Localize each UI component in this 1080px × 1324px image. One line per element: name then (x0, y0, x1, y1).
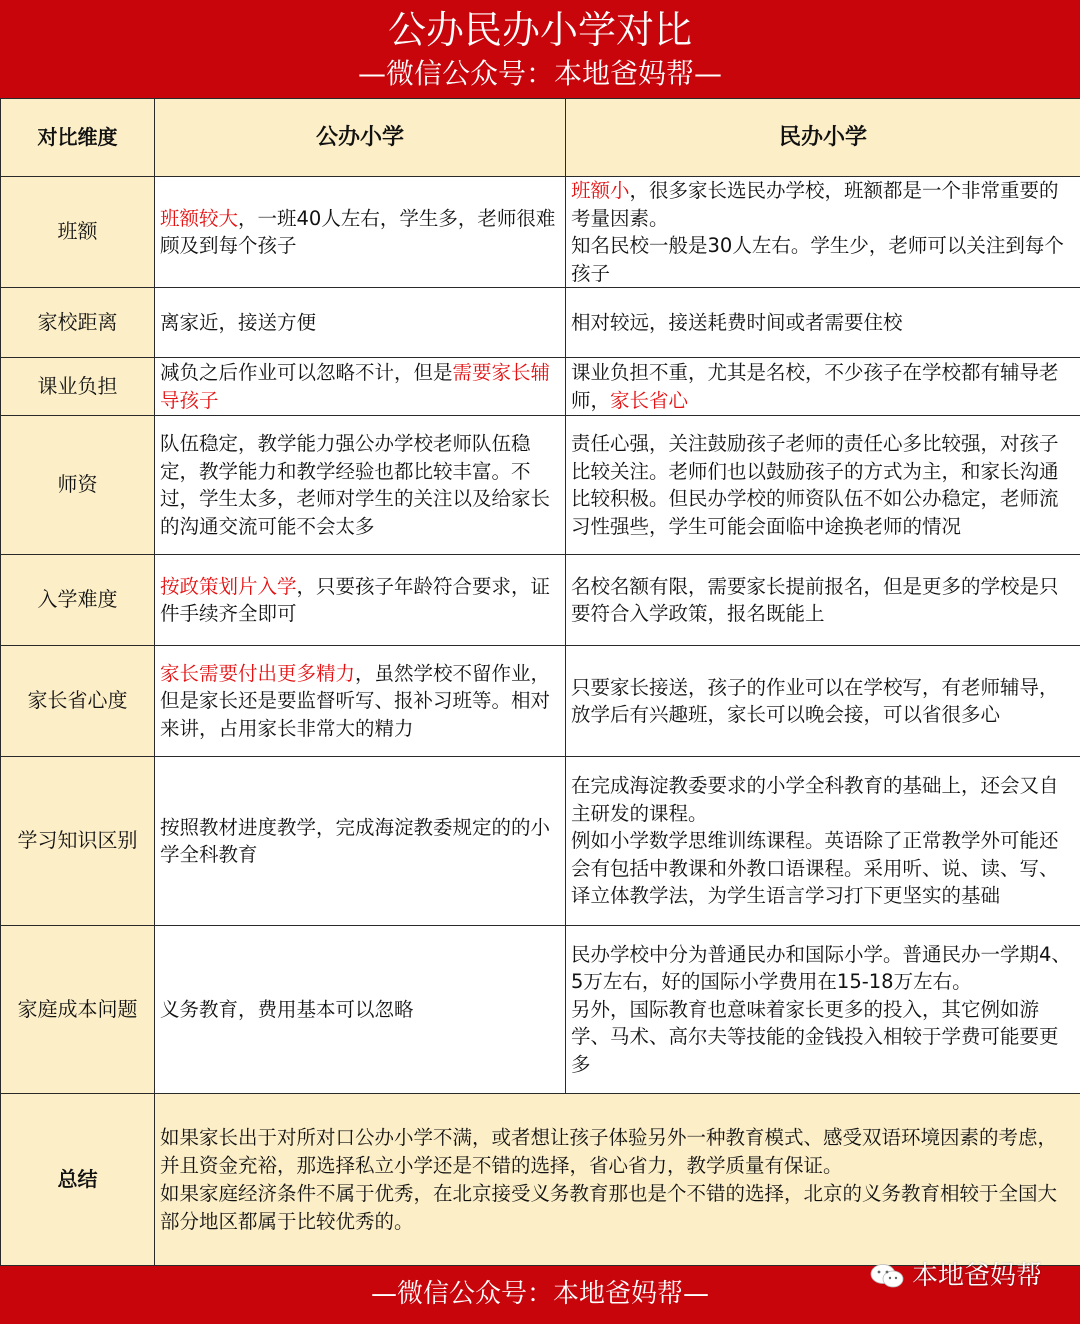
wechat-watermark (870, 1259, 1042, 1293)
footer-text: —微信公众号：本地爸妈帮— (370, 1279, 709, 1309)
page-title: 公办民办小学对比 (387, 8, 692, 52)
wechat-icon (870, 1263, 904, 1289)
summary-cell (155, 1094, 1080, 1266)
cell-text: 课业负担不重，尤其是名校，不少孩子在学校都有辅导老师， (571, 361, 1059, 412)
page-subtitle: —微信公众号：本地爸妈帮— (357, 57, 722, 90)
row-dimension: 课业负担 (1, 358, 155, 416)
summary-label: 总结 (1, 1094, 155, 1266)
row-dimension: 学习知识区别 (1, 757, 155, 926)
private-cell (566, 757, 1080, 926)
table-header-row (1, 99, 1080, 177)
table-row (1, 926, 1080, 1094)
cell-paragraph: 例如小学数学思维训练课程。英语除了正常教学外可能还会有包括中教课和外教口语课程。采用听、说、读、写、译立体教学法，为学生语言学习打下更坚实的基础 (571, 829, 1059, 908)
public-cell (155, 177, 566, 288)
table-row (1, 288, 1080, 358)
table-row (1, 358, 1080, 416)
table-row (1, 555, 1080, 646)
private-cell: 只要家长接送，孩子的作业可以在学校写，有老师辅导，放学后有兴趣班，家长可以晚会接，可以省很多心 (566, 646, 1080, 757)
row-dimension: 班额 (1, 177, 155, 288)
table-row (1, 177, 1080, 288)
page-header (0, 0, 1080, 98)
comparison-table (0, 98, 1080, 1266)
public-cell: 队伍稳定，教学能力强公办学校老师队伍稳定，教学能力和教学经验也都比较丰富。不过，学生太多，老师对学生的关注以及给家长的沟通交流可能不会太多 (155, 416, 566, 555)
highlight-text: 班额小 (571, 179, 630, 202)
cell-text: ，一班40人左右，学生多，老师很难顾及到每个孩子 (160, 206, 556, 257)
cell-text: 减负之后作业可以忽略不计，但是 (160, 361, 453, 384)
cell-text: ，虽然学校不留作业，但是家长还是要监督听写、报补习班等。相对来讲，占用家长非常大的精力 (160, 661, 551, 740)
row-dimension: 家庭成本问题 (1, 926, 155, 1094)
summary-paragraph: 如果家庭经济条件不属于优秀，在北京接受义务教育那也是个不错的选择，北京的义务教育相较于全国大部分地区都属于比较优秀的。 (160, 1181, 1058, 1233)
cell-paragraph (571, 177, 1076, 232)
table-row (1, 757, 1080, 926)
header-dimension: 对比维度 (1, 99, 155, 177)
public-cell: 按照教材进度教学，完成海淀教委规定的的小学全科教育 (155, 757, 566, 926)
summary-paragraph: 如果家长出于对所对口公办小学不满，或者想让孩子体验另外一种教育模式、感受双语环境因素的考虑，并且资金充裕，那选择私立小学还是不错的选择，省心省力，教学质量有保证。 (160, 1125, 1058, 1177)
cell-text: ，很多家长选民办学校，班额都是一个非常重要的考量因素。 (571, 179, 1059, 230)
private-cell (566, 926, 1080, 1094)
header-public: 公办小学 (155, 99, 566, 177)
table-row (1, 646, 1080, 757)
private-cell (566, 358, 1080, 416)
highlight-text: 按政策划片入学 (160, 574, 297, 598)
private-cell (566, 177, 1080, 288)
cell-paragraph: 另外，国际教育也意味着家长更多的投入，其它例如游学、马术、高尔夫等技能的金钱投入相较于学费可能要更多 (571, 997, 1059, 1076)
private-cell: 责任心强，关注鼓励孩子老师的责任心多比较强，对孩子比较关注。老师们也以鼓励孩子的方式为主，和家长沟通比较积极。但民办学校的师资队伍不如公办稳定，老师流习性强些，学生可能会面临中途换老师的情况 (566, 416, 1080, 555)
row-dimension: 师资 (1, 416, 155, 555)
summary-row (1, 1094, 1080, 1266)
public-cell (155, 555, 566, 646)
watermark-text: 本地爸妈帮 (911, 1261, 1042, 1291)
cell-text: ，只要孩子年龄符合要求，证件手续齐全即可 (160, 574, 551, 625)
cell-paragraph: 民办学校中分为普通民办和国际小学。普通民办一学期4、5万左右，好的国际小学费用在15-18万左右。 (571, 942, 1071, 994)
highlight-text: 需要家长辅导孩子 (160, 361, 551, 412)
public-cell (155, 646, 566, 757)
highlight-text: 家长省心 (610, 388, 689, 412)
highlight-text: 家长需要付出更多精力 (160, 661, 356, 685)
public-cell: 离家近，接送方便 (155, 288, 566, 358)
table-row (1, 416, 1080, 555)
cell-paragraph: 知名民校一般是30人左右。学生少，老师可以关注到每个孩子 (571, 234, 1064, 285)
public-cell (155, 358, 566, 416)
row-dimension: 家校距离 (1, 288, 155, 358)
highlight-text: 班额较大 (160, 206, 239, 230)
row-dimension: 家长省心度 (1, 646, 155, 757)
header-private: 民办小学 (566, 99, 1080, 177)
row-dimension: 入学难度 (1, 555, 155, 646)
private-cell: 相对较远，接送耗费时间或者需要住校 (566, 288, 1080, 358)
private-cell: 名校名额有限，需要家长提前报名，但是更多的学校是只要符合入学政策，报名既能上 (566, 555, 1080, 646)
public-cell: 义务教育，费用基本可以忽略 (155, 926, 566, 1094)
cell-paragraph: 在完成海淀教委要求的小学全科教育的基础上，还会又自主研发的课程。 (571, 774, 1059, 825)
